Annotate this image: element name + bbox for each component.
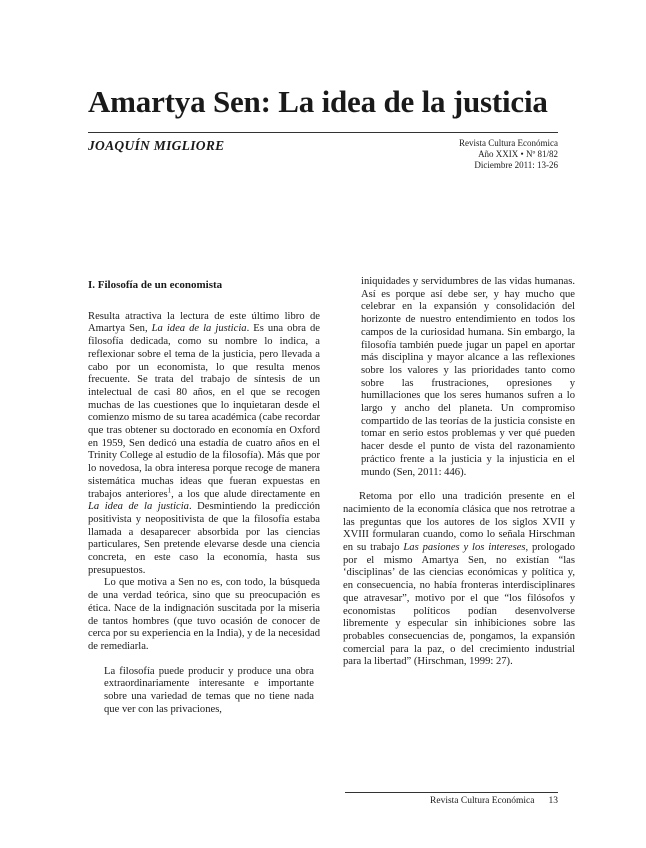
paragraph-1-text-c: , a los que alude directamente en bbox=[171, 488, 320, 500]
footnote-marker[interactable]: 1 bbox=[167, 486, 172, 495]
title-rule bbox=[88, 132, 558, 133]
paragraph-1-text-d: . Desmintiendo la predicción positivista y neopositivista de que la filosofía estaba llamada a desaparecer absorbida por las ciencias particulares, Sen pretende elevarse desde una ciencia concreta, en este caso la economía, hasta sus presupuestos. bbox=[88, 501, 321, 576]
journal-name: Revista Cultura Económica bbox=[459, 138, 558, 148]
paragraph-1 bbox=[88, 311, 320, 578]
right-column bbox=[343, 276, 575, 669]
author-name: JOAQUÍN MIGLIORE bbox=[88, 138, 225, 153]
paragraph-3-text-a: Retoma por ello una tradición presente en el nacimiento de la economía clásica que nos retrotrae a las preguntas que los autores de los siglos XVII y XVIII formularan cuando, como lo señala Hirschman en su trabajo bbox=[343, 491, 575, 554]
page-footer bbox=[430, 796, 558, 806]
section-heading: I. Filosofía de un economista bbox=[88, 279, 223, 291]
journal-date: Diciembre 2011: 13-26 bbox=[474, 160, 558, 170]
journal-issue: Año XXIX • Nº 81/82 bbox=[478, 149, 558, 159]
book-title-3: Las pasiones y los intereses bbox=[403, 542, 526, 554]
block-quote-start: La filosofía puede producir y produce una obra extraordinariamente interesante e importante sobre una variedad de temas que no tiene nada que ver con las privaciones, bbox=[104, 665, 314, 715]
paragraph-2: Lo que motiva a Sen no es, con todo, la búsqueda de una verdad teórica, sino que su preocupación es ética. Nace de la indignación suscitada por la miseria de tantos hombres (que tuvo ocasión de conocer de cerca por su experiencia en la India), y de la necesidad de remediarla. bbox=[88, 577, 320, 652]
paragraph-3-text-b: , prologado por el mismo Amartya Sen, no existían “las ‘disciplinas’ de las ciencias económicas y política y, en consecuencia, no había fronteras interdisciplinares que atravesar”, motivo por el que “los filósofos y economistas políticos podían desenvolverse libremente y especular sin inhibiciones sobre las probables consecuencias de, pongamos, la expansión comercial para la paz, o del crecimiento industrial para la libertad” (Hirschman, 1999: 27). bbox=[343, 542, 576, 668]
left-column bbox=[88, 276, 320, 717]
book-title-2: La idea de la justicia bbox=[88, 501, 189, 513]
book-title: La idea de la justicia bbox=[151, 323, 247, 335]
paragraph-1-text-a: Resulta atractiva la lectura de este último libro de Amartya Sen, bbox=[88, 310, 320, 335]
footer-rule bbox=[345, 792, 558, 793]
journal-info bbox=[459, 138, 558, 171]
footer-journal: Revista Cultura Económica bbox=[430, 796, 535, 806]
paragraph-3 bbox=[343, 491, 575, 669]
article-title: Amartya Sen: La idea de la justicia bbox=[88, 84, 548, 119]
page-number: 13 bbox=[548, 796, 558, 806]
paragraph-1-text-b: . Es una obra de filosofía dedicada, como su nombre lo indica, a reflexionar sobre el tema de la justicia, pero llevada a cabo por un economista, lo que resulta menos frecuente. Se trata del trabajo de síntesis de un intelectual de casi 80 años, en el que se recogen muchas de las cuestiones que lo inquietaran desde el comienzo mismo de su tarea académica (cabe recordar que tras obtener su doctorado en economía en Oxford en 1959, Sen dedicó una estadía de cuatro años en el Trinity College al estudio de la filosofía). Más que por lo novedosa, la obra interesa porque recoge de manera sistemática muchas ideas que fueran expuestas en trabajos anteriores bbox=[88, 323, 320, 500]
block-quote-continued: iniquidades y servidumbres de las vidas humanas. Así es porque así debe ser, y hay mucho que celebrar en la expansión y consolidación del horizonte de nuestro entendimiento en todos los campos de la curiosidad humana. Sin embargo, la filosofía también puede jugar un papel en aportar más disciplina y mayor alcance a las reflexiones sobre los valores y las prioridades tanto como sobre las frustraciones, opresiones y humillaciones que los seres humanos sufren a lo largo y ancho del planeta. Un compromiso compartido de las teorías de la justicia consiste en tomar en serio estos problemas y ver qué pueden hacer desde el punto de vista del razonamiento práctico frente a la justicia y la injusticia en el mundo (Sen, 2011: 446). bbox=[361, 276, 575, 478]
